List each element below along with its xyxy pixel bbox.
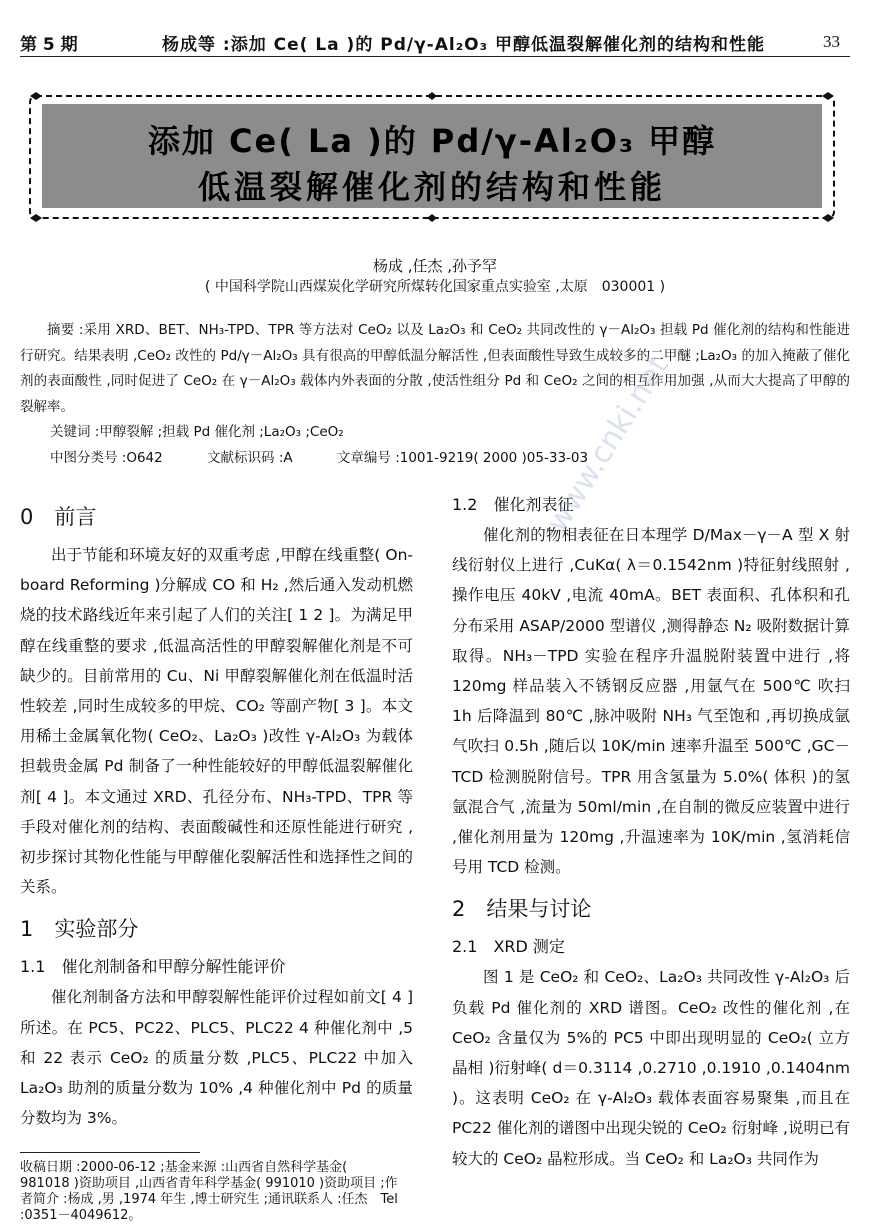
article-number: 文章编号 :1001-9219( 2000 )05-33-03 <box>336 449 589 466</box>
subsection-heading-2-1: 2.1 XRD 测定 <box>452 937 565 957</box>
catalyst-prep-paragraph: 催化剂制备方法和甲醇裂解性能评价过程如前文[ 4 ]所述。在 PC5、PC22、PLC5、PLC22 4 种催化剂中 ,5 和 22 表示 CeO₂ 的质量分数 ,PLC5、PLC22 中加入 La₂O₃ 助剂的质量分数为 10% ,4 种催化剂中 Pd 的质量分数均为 3%。 <box>20 988 414 1128</box>
xrd-paragraph: 图 1 是 CeO₂ 和 CeO₂、La₂O₃ 共同改性 γ-Al₂O₃ 后负载 Pd 催化剂的 XRD 谱图。CeO₂ 改性的催化剂 ,在 CeO₂ 含量仅为 5%的 PC5 中即出现明显的 CeO₂( 立方晶相 )衍射峰( d＝0.3114 ,0.2710 ,0.1910 ,0.1404nm )。这表明 CeO₂ 在 γ-Al₂O₃ 载体表面容易聚集 ,而且在 PC22 催化剂的谱图中出现尖锐的 CeO₂ 衍射峰 ,说明已有较大的 CeO₂ 晶粒形成。当 CeO₂ 和 La₂O₃ 共同作为 <box>452 968 850 1168</box>
authors: 杨成 ,任杰 ,孙予罕 <box>372 257 498 275</box>
right-column <box>452 490 850 1174</box>
keywords: 关键词 :甲醇裂解 ;担载 Pd 催化剂 ;La₂O₃ ;CeO₂ <box>50 424 344 440</box>
abstract-block <box>20 318 850 471</box>
title-line-2: 低温裂解催化剂的结构和性能 <box>197 168 666 206</box>
section-heading-results: 2 结果与讨论 <box>452 897 592 922</box>
footnote: 收稿日期 :2000-06-12 ;基金来源 :山西省自然科学基金( 981018 )资助项目 ,山西省青年科学基金( 991010 )资助项目 ;作者简介 :杨成 ,男 ,1974 年生 ,博士研究生 ;通讯联系人 :任杰 Tel :0351－4049612。 <box>20 1160 398 1223</box>
section-heading-intro: 0 前言 <box>20 505 97 529</box>
abstract-text: 摘要 :采用 XRD、BET、NH₃-TPD、TPR 等方法对 CeO₂ 以及 La₂O₃ 和 CeO₂ 共同改性的 γ－Al₂O₃ 担载 Pd 催化剂的结构和性能进行研究。结果表明 ,CeO₂ 改性的 Pd/γ－Al₂O₃ 具有很高的甲醇低温分解活性 ,但表面酸性导致生成较多的二甲醚 ;La₂O₃ 的加入掩蔽了催化剂的表面酸性 ,同时促进了 CeO₂ 在 γ－Al₂O₃ 载体内外表面的分散 ,使活性组分 Pd 和 CeO₂ 之间的相互作用加强 ,从而大大提高了甲醇的裂解率。 <box>20 322 850 415</box>
title-banner <box>26 92 838 222</box>
footnote-rule <box>20 1152 200 1153</box>
running-title: 杨成等 :添加 Ce( La )的 Pd/γ-Al₂O₃ 甲醇低温裂解催化剂的结构和性能 <box>162 35 765 55</box>
classification-line <box>20 446 850 472</box>
section-heading-experimental: 1 实验部分 <box>20 917 139 942</box>
left-column <box>20 490 413 1133</box>
characterization-paragraph: 催化剂的物相表征在日本理学 D/Max－γ－A 型 X 射线衍射仪上进行 ,CuKα( λ＝0.1542nm )特征射线照射 ,操作电压 40kV ,电流 40mA。BET 表面积、孔体积和孔分布采用 ASAP/2000 型谱仪 ,测得静态 N₂ 吸附数据计算取得。NH₃－TPD 实验在程序升温脱附装置中进行 ,将 120mg 样品装入不锈钢反应器 ,用氩气在 500℃ 吹扫 1h 后降温到 80℃ ,脉冲吸附 NH₃ 气至饱和 ,再切换成氩气吹扫 0.5h ,随后以 10K/min 速率升温至 500℃ ,GC－TCD 检测脱附信号。TPR 用含氢量为 5.0%( 体积 )的氢氩混合气 ,流量为 50ml/min ,在自制的微反应装置中进行 ,催化剂用量为 120mg ,升温速率为 10K/min ,氢消耗信号用 TCD 检测。 <box>452 526 850 877</box>
subsection-heading-1-1: 1.1 催化剂制备和甲醇分解性能评价 <box>20 957 286 977</box>
page-header <box>20 26 850 57</box>
issue-label: 第 5 期 <box>20 35 78 55</box>
subsection-heading-1-2: 1.2 催化剂表征 <box>452 495 574 514</box>
title-box <box>42 104 822 208</box>
title-line-1: 添加 Ce( La )的 Pd/γ-Al₂O₃ 甲醇 <box>147 122 717 160</box>
affiliation: ( 中国科学院山西煤炭化学研究所煤转化国家重点实验室 ,太原 030001 ) <box>204 279 666 295</box>
watermark: www.cnki.net <box>540 350 676 539</box>
clc-number: 中图分类号 :O642 <box>50 449 163 466</box>
document-code: 文献标识码 :A <box>207 449 293 466</box>
intro-paragraph: 出于节能和环境友好的双重考虑 ,甲醇在线重整( On-board Reforming )分解成 CO 和 H₂ ,然后通入发动机燃烧的技术路线近年来引起了人们的关注[ 1 2 ]。为满足甲醇在线重整的要求 ,低温高活性的甲醇裂解催化剂是不可缺少的。目前常用的 Cu、Ni 甲醇裂解催化剂在低温时活性较差 ,同时生成较多的甲烷、CO₂ 等副产物[ 3 ]。本文用稀土金属氧化物( CeO₂、La₂O₃ )改性 γ-Al₂O₃ 为载体担载贵金属 Pd 制备了一种性能较好的甲醇低温裂解催化剂[ 4 ]。本文通过 XRD、孔径分布、NH₃-TPD、TPR 等手段对催化剂的结构、表面酸碱性和还原性能进行研究 ,初步探讨其物化性能与甲醇催化裂解活性和选择性之间的关系。 <box>20 546 413 897</box>
page-number: 33 <box>823 32 840 51</box>
